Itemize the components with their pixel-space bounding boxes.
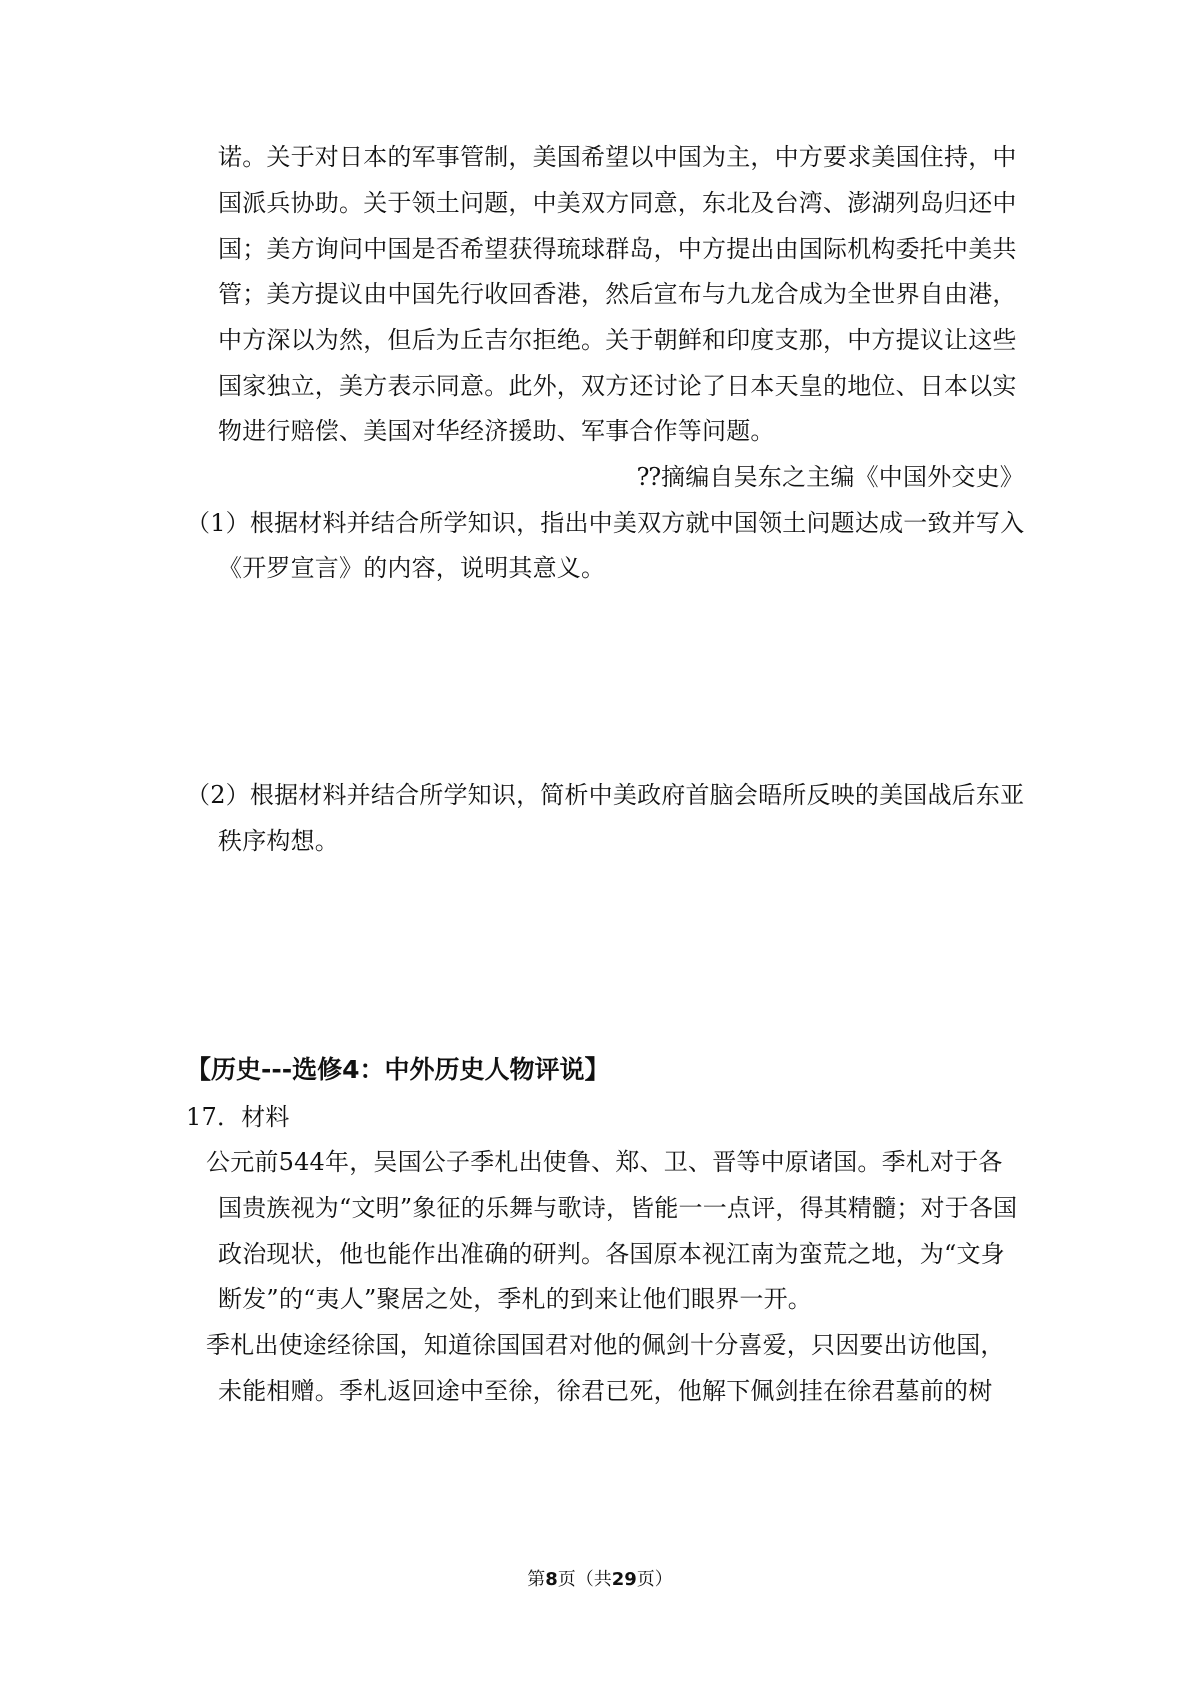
material-line: 管；美方提议由中国先行收回香港，然后宣布与九龙合成为全世界自由港， [218,280,1017,308]
q17-para1-line: 国贵族视为“文明”象征的乐舞与歌诗，皆能一一点评，得其精髓；对于各国 [218,1194,1018,1222]
material-line: 中方深以为然，但后为丘吉尔拒绝。关于朝鲜和印度支那，中方提议让这些 [218,326,1017,354]
footer-suffix: 页） [636,1569,673,1590]
q17-para2-line: 未能相赠。季札返回途中至徐，徐君已死，他解下佩剑挂在徐君墓前的树 [218,1377,993,1405]
q17-para1-line: 政治现状，他也能作出准确的研判。各国原本视江南为蛮荒之地，为“文身 [218,1240,1005,1268]
footer-middle: 页（共 [557,1569,612,1590]
page-footer [0,1568,1200,1592]
question-2-line: 秩序构想。 [218,827,339,855]
question-17-label: 17．材料 [186,1103,290,1131]
material-line: 诺。关于对日本的军事管制，美国希望以中国为主，中方要求美国住持，中 [218,143,1017,171]
footer-page-number: 8 [545,1569,558,1590]
question-1-line: 《开罗宣言》的内容，说明其意义。 [218,554,606,582]
q17-para1-line: 公元前544年，吴国公子季札出使鲁、郑、卫、晋等中原诸国。季札对于各 [206,1148,1003,1176]
question-2-line: （2）根据材料并结合所学知识，简析中美政府首脑会晤所反映的美国战后东亚 [186,781,1025,809]
footer-prefix: 第 [527,1569,546,1590]
footer-total-pages: 29 [611,1569,637,1590]
material-line: 国家独立，美方表示同意。此外，双方还讨论了日本天皇的地位、日本以实 [218,372,1017,400]
q17-para1-line: 断发”的“夷人”聚居之处，季札的到来让他们眼界一开。 [218,1285,813,1313]
q17-para2-line: 季札出使途经徐国，知道徐国国君对他的佩剑十分喜爱，只因要出访他国， [206,1331,1005,1359]
source-citation: ⁇摘编自吴东之主编《中国外交史》 [637,463,1024,491]
material-line: 物进行赔偿、美国对华经济援助、军事合作等问题。 [218,417,775,445]
question-1-line: （1）根据材料并结合所学知识，指出中美双方就中国领土问题达成一致并写入 [186,509,1025,537]
material-line: 国派兵协助。关于领土问题，中美双方同意，东北及台湾、澎湖列岛归还中 [218,189,1017,217]
section-heading: 【历史---选修4：中外历史人物评说】 [186,1055,610,1084]
material-line: 国；美方询问中国是否希望获得琉球群岛，中方提出由国际机构委托中美共 [218,235,1017,263]
